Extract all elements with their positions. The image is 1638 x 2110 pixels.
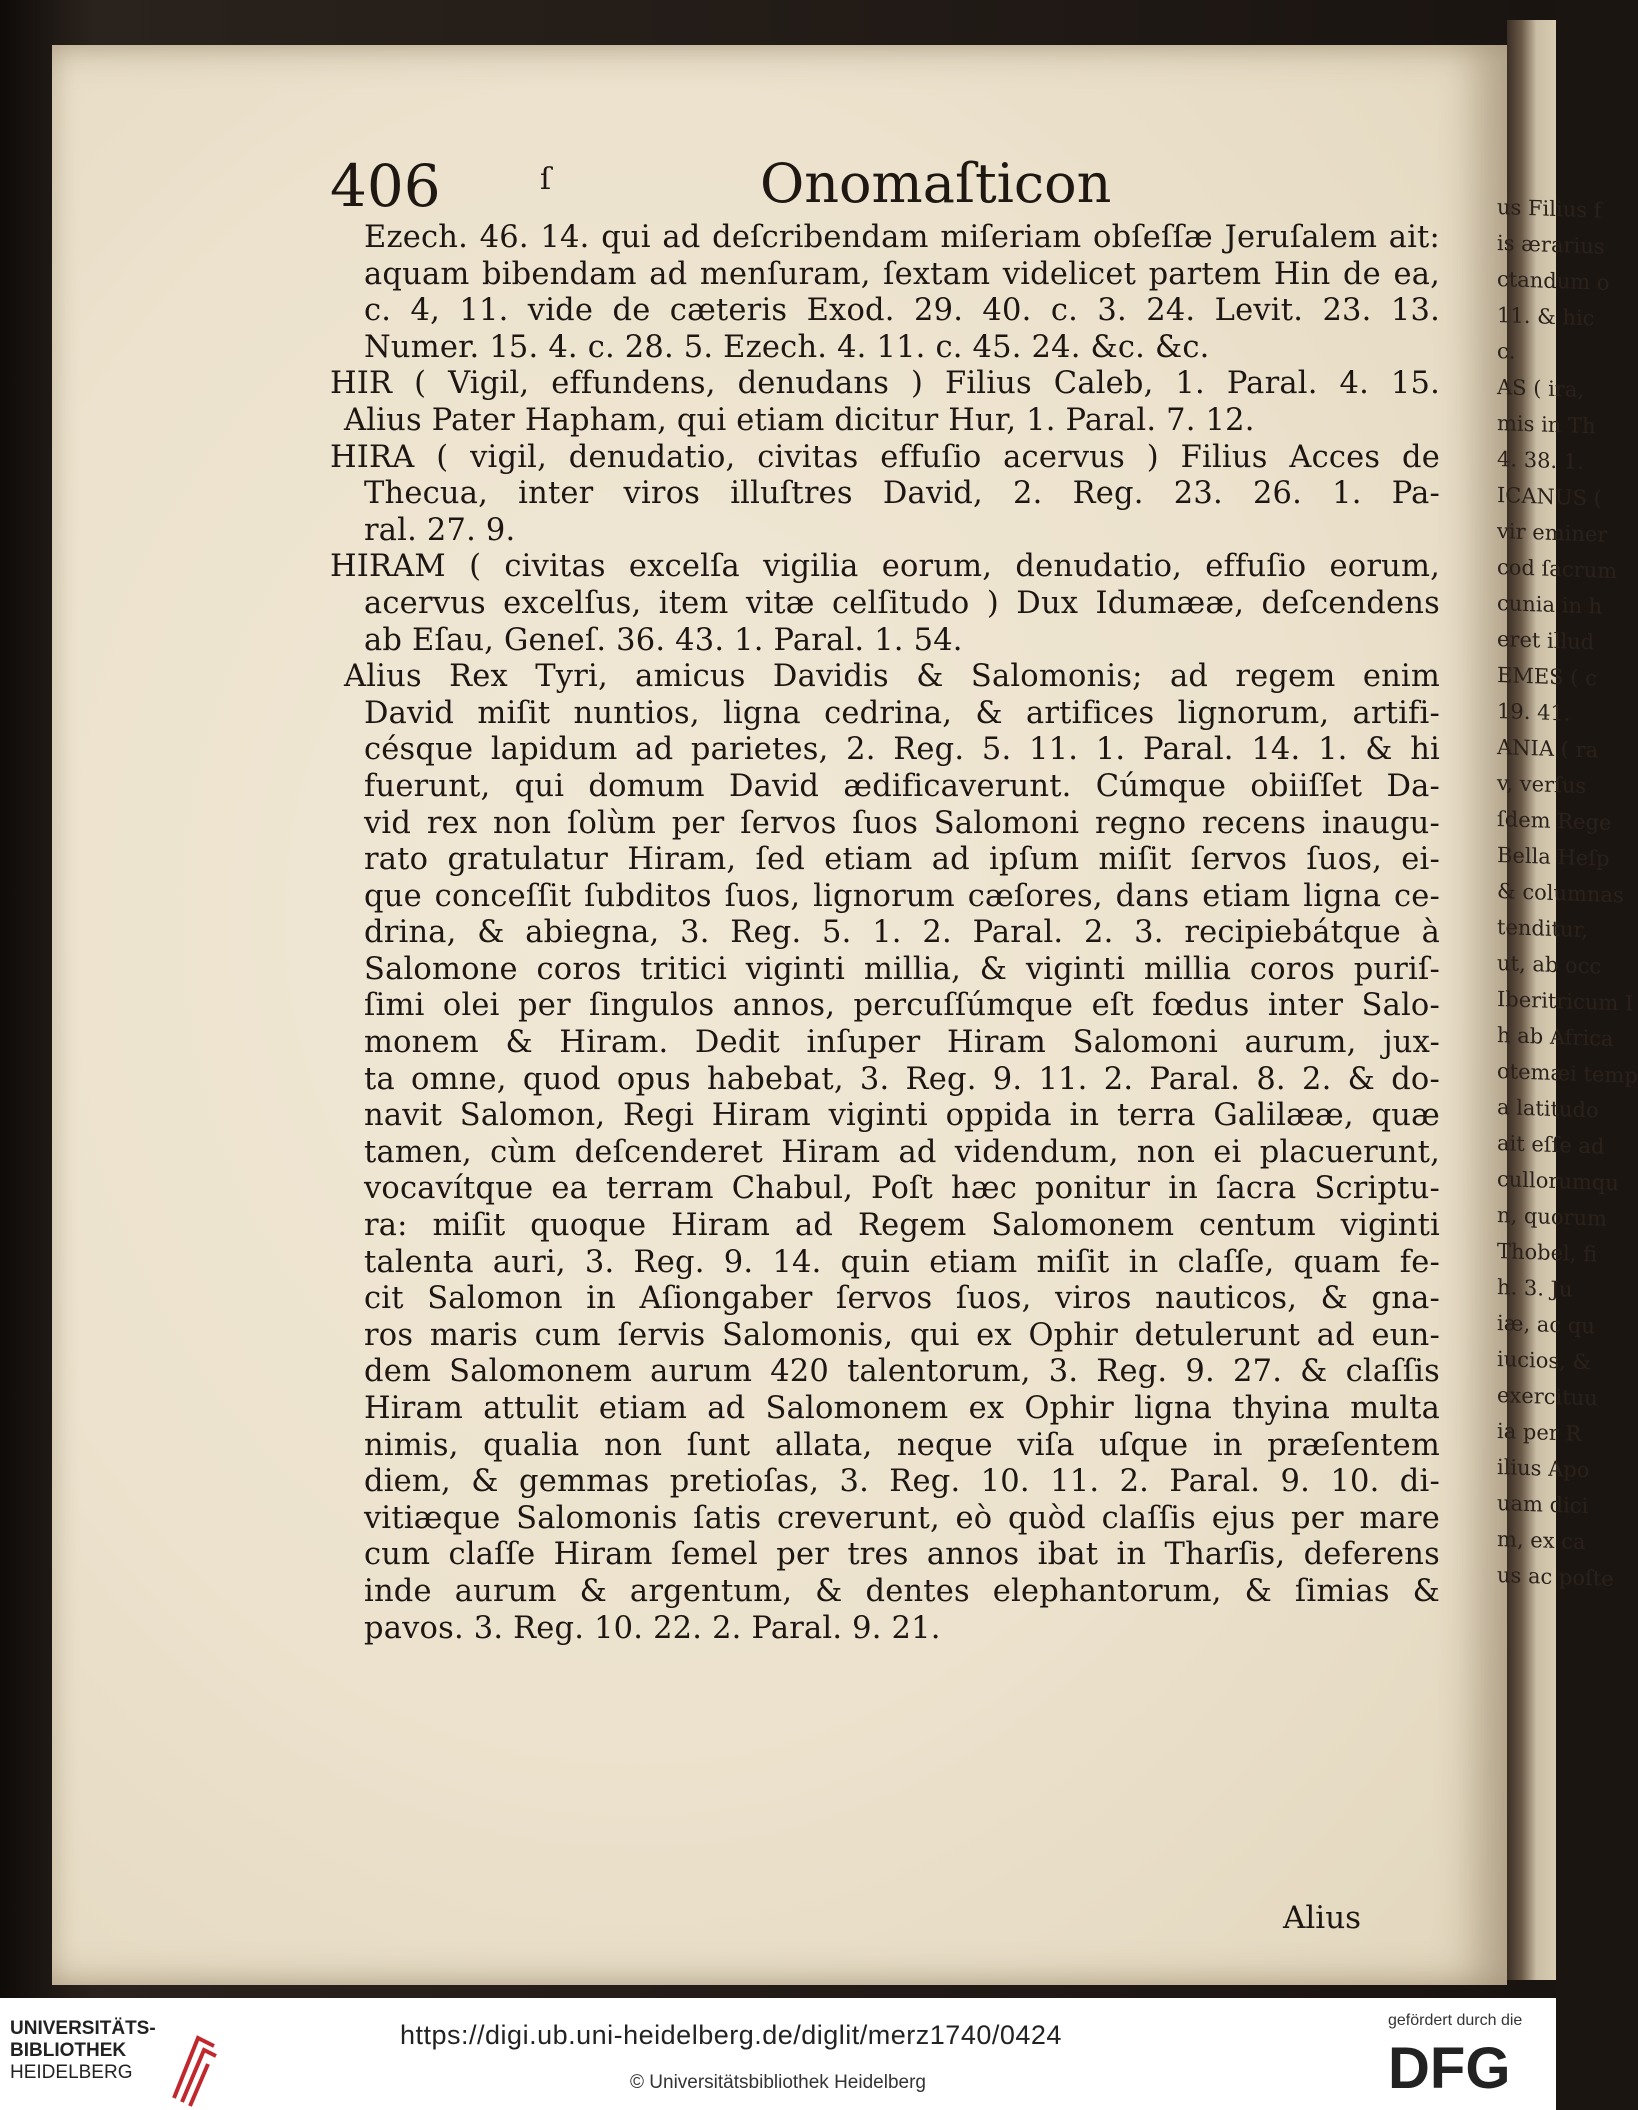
adjacent-page-fragment: iucios, & (1497, 1346, 1592, 1375)
text-line: ta omne, quod opus habebat, 3. Reg. 9. 11. 2. Paral. 8. 2. & do- (364, 1061, 1440, 1097)
text-line: talenta auri, 3. Reg. 9. 14. quin etiam miſit in claſſe, quam fe- (364, 1244, 1440, 1280)
text-line: drina, & abiegna, 3. Reg. 5. 1. 2. Paral. 2. 3. recipiebátque à (364, 915, 1440, 951)
text-line: inde aurum & argentum, & dentes elephantorum, & ſimias & (364, 1573, 1440, 1609)
adjacent-page-fragment: n, quorum (1497, 1202, 1607, 1231)
adjacent-page-fragment: iæ, ac qu (1497, 1310, 1595, 1339)
text-line: pavos. 3. Reg. 10. 22. 2. Paral. 9. 21. (364, 1610, 941, 1646)
library-name-line-1: UNIVERSITÄTS- (10, 2018, 156, 2039)
adjacent-page-fragment: ilius Apo (1497, 1454, 1590, 1483)
library-name-line-2: BIBLIOTHEK (10, 2040, 127, 2061)
text-line: Salomone coros tritici viginti millia, & viginti millia coros puriſ- (364, 951, 1440, 987)
header-mark: ſ (540, 162, 552, 197)
text-line: césque lapidum ad parietes, 2. Reg. 5. 11. 1. Paral. 14. 1. & hi (364, 732, 1440, 768)
text-line: que conceſſit ſubditos ſuos, lignorum cæſores, dans etiam ligna ce- (364, 878, 1440, 914)
adjacent-page-fragment: m, ex ca (1497, 1526, 1586, 1555)
library-logo[interactable] (10, 2018, 210, 2098)
text-line: David miſit nuntios, ligna cedrina, & artifices lignorum, artifi- (364, 695, 1440, 731)
adjacent-page-fragment: us ac poſte (1497, 1562, 1614, 1592)
text-line: ſimi olei per ſingulos annos, percuſſúmque eſt fœdus inter Salo- (364, 988, 1440, 1024)
text-line: ral. 27. 9. (364, 512, 516, 548)
adjacent-page-fragment: ſdem Rege (1497, 806, 1612, 835)
text-line: nimis, qualia non ſunt allata, neque viſa uſque in præſentem (364, 1427, 1440, 1463)
copyright-notice: © Universitätsbibliothek Heidelberg (630, 2072, 926, 2093)
text-line: navit Salomon, Regi Hiram viginti oppida in terra Galilææ, quæ (364, 1098, 1440, 1134)
text-line: vocavítque ea terram Chabul, Poſt hæc ponitur in ſacra Scriptu- (364, 1171, 1440, 1207)
adjacent-page-fragment: Bella Heſp (1497, 842, 1610, 871)
adjacent-page-fragment: EMES ( c (1497, 662, 1597, 691)
dfg-logo-text: DFG (1388, 2036, 1511, 2101)
adjacent-page-fragment: uam dici (1497, 1490, 1589, 1519)
adjacent-page-fragment: ICANUS ( (1497, 482, 1602, 511)
text-line: Alius Pater Hapham, qui etiam dicitur Hur, 1. Paral. 7. 12. (344, 402, 1255, 438)
adjacent-page-fragment: otemæi temp (1497, 1058, 1638, 1088)
adjacent-page-fragment: h. 3. Ju (1497, 1274, 1573, 1302)
text-line: Hiram attulit etiam ad Salomonem ex Ophir ligna thyina multa (364, 1391, 1440, 1426)
text-line: vitiæque Salomonis ſatis creverunt, eò quòd claſſis ejus per mare (364, 1500, 1440, 1536)
adjacent-page-fragment: Iberitricum I (1497, 986, 1634, 1016)
adjacent-page-fragment: ait eſſe ad (1497, 1130, 1605, 1159)
adjacent-page-fragment: 4. 38. 1. (1497, 446, 1584, 474)
adjacent-page-fragment: vir eminer (1497, 518, 1608, 547)
text-line: HIRA ( vigil, denudatio, civitas effuſio acervus ) Filius Acces de (330, 439, 1440, 475)
adjacent-page-fragment: eret illud (1497, 626, 1595, 655)
page-header (330, 152, 1450, 222)
adjacent-page-fragment: c. (1497, 338, 1516, 364)
adjacent-page-fragment: h ab Africa (1497, 1022, 1614, 1052)
text-line: monem & Hiram. Dedit inſuper Hiram Salomoni aurum, jux- (364, 1025, 1440, 1061)
text-line: Numer. 15. 4. c. 28. 5. Ezech. 4. 11. c. 45. 24. &c. &c. (364, 329, 1210, 365)
adjacent-page-fragment: us Filius f (1497, 194, 1602, 223)
text-line: HIRAM ( civitas excelſa vigilia eorum, denudatio, effuſio eorum, (330, 549, 1440, 585)
page-number: 406 (330, 152, 441, 220)
text-line: dem Salomonem aurum 420 talentorum, 3. Reg. 9. 27. & claſſis (364, 1354, 1440, 1390)
adjacent-page-fragment: mis in Th (1497, 410, 1596, 439)
text-line: acervus excelſus, item vitæ celſitudo ) Dux Idumææ, deſcendens (364, 585, 1440, 621)
text-line: c. 4, 11. vide de cæteris Exod. 29. 40. c. 3. 24. Levit. 23. 13. (364, 293, 1440, 329)
text-line: diem, & gemmas pretioſas, 3. Reg. 10. 11. 2. Paral. 9. 10. di- (364, 1464, 1440, 1500)
text-line: HIR ( Vigil, effundens, denudans ) Filius Caleb, 1. Paral. 4. 15. (330, 366, 1440, 402)
adjacent-page-fragment: ia per R (1497, 1418, 1582, 1446)
running-title: Onomaſticon (760, 152, 1112, 215)
library-emblem-icon (168, 2028, 220, 2108)
body-text (330, 220, 1440, 1647)
adjacent-page-fragment: cunia in h (1497, 590, 1603, 619)
adjacent-page-fragment: 11. & hic (1497, 302, 1595, 331)
text-line: aquam bibendam ad menſuram, ſextam videlicet partem Hin de ea, (364, 256, 1440, 292)
adjacent-page-fragment: 19. 41. (1497, 698, 1571, 726)
viewer-footer (0, 1998, 1556, 2110)
permalink-url[interactable]: https://digi.ub.uni-heidelberg.de/diglit/merz1740/0424 (400, 2020, 1062, 2050)
adjacent-page-fragment: is ærarius (1497, 230, 1605, 259)
adjacent-page-fragment: a latitudo (1497, 1094, 1599, 1123)
funding-caption: gefördert durch die (1388, 2012, 1523, 2029)
text-line: vid rex non ſolùm per ſervos ſuos Salomoni regno recens inaugu- (364, 805, 1440, 841)
adjacent-page-fragment: tenditur, (1497, 914, 1588, 943)
library-name-line-3: HEIDELBERG (10, 2062, 133, 2083)
text-line: Alius Rex Tyri, amicus Davidis & Salomonis; ad regem enim (344, 659, 1440, 695)
text-line: fuerunt, qui domum David ædificaverunt. Cúmque obiiſſet Da- (364, 768, 1440, 804)
text-line: tamen, cùm deſcenderet Hiram ad videndum, non ei placuerunt, (364, 1134, 1440, 1170)
text-line: ab Eſau, Geneſ. 36. 43. 1. Paral. 1. 54. (364, 622, 963, 658)
text-line: ros maris cum ſervis Salomonis, qui ex Ophir detulerunt ad eun- (364, 1317, 1440, 1353)
text-line: cit Salomon in Aſiongaber ſervos ſuos, viros nauticos, & gna- (364, 1281, 1440, 1317)
adjacent-page-fragment: AS ( ira, (1497, 374, 1585, 402)
adjacent-page-fragment: exercituu (1497, 1382, 1598, 1411)
adjacent-page-fragment: ut, ab occ (1497, 950, 1602, 979)
adjacent-page-fragment: cod ſacrum (1497, 554, 1618, 584)
text-line: Ezech. 46. 14. qui ad deſcribendam miſeriam obſeſſæ Jeruſalem ait: (364, 220, 1440, 255)
adjacent-page-fragment: Thobel, fi (1497, 1238, 1598, 1267)
adjacent-page-fragment: cullorumqu (1497, 1166, 1619, 1196)
adjacent-page-fragments (1497, 189, 1638, 1751)
adjacent-page-fragment: v, verſus (1497, 770, 1587, 799)
text-line: rato gratulatur Hiram, ſed etiam ad ipſum miſit ſervos ſuos, ei- (364, 842, 1440, 878)
adjacent-page-fragment: & columnas (1497, 878, 1624, 908)
adjacent-page-fragment: ctandum o (1497, 266, 1610, 295)
dfg-logo-icon[interactable] (1388, 2036, 1538, 2101)
text-line: cum claſſe Hiram ſemel per tres annos ibat in Tharſis, deferens (364, 1537, 1440, 1573)
adjacent-page-fragment: ANIA ( ra (1497, 734, 1599, 763)
catchword: Alius (1283, 1900, 1362, 1936)
text-line: Thecua, inter viros illuſtres David, 2. Reg. 23. 26. 1. Pa- (364, 476, 1440, 512)
text-line: ra: miſit quoque Hiram ad Regem Salomonem centum viginti (364, 1208, 1440, 1244)
